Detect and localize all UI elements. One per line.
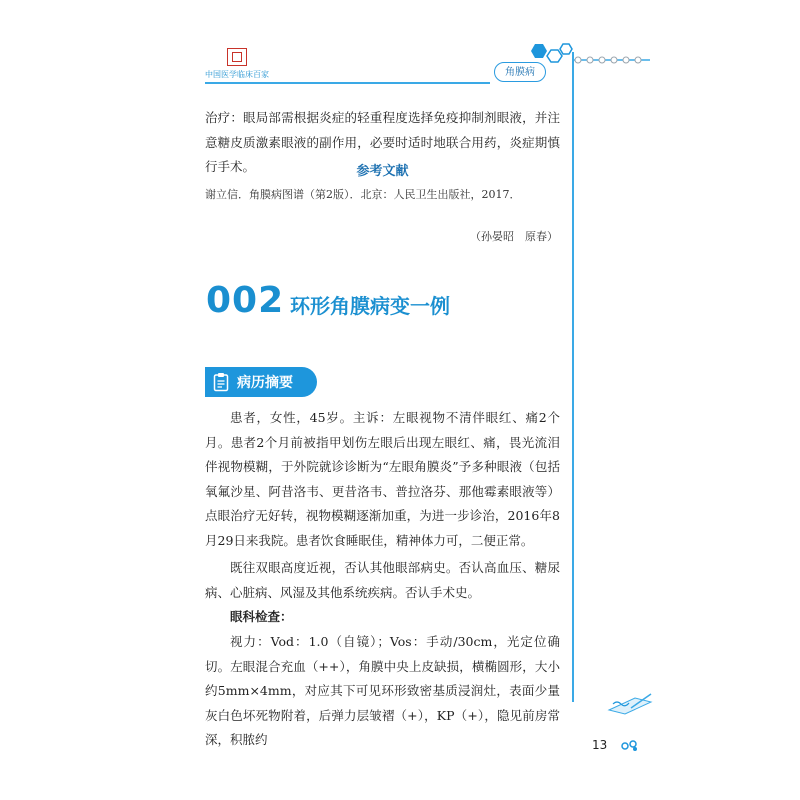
continuation-paragraph: 治疗：眼局部需根据炎症的轻重程度选择免疫抑制剂眼液，并注意糖皮质激素眼液的副作用，必要时适时地联合用药，炎症期慎行手术。 bbox=[205, 110, 560, 174]
reference-item: 谢立信．角膜病图谱（第2版）．北京：人民卫生出版社，2017． bbox=[205, 188, 521, 201]
header-rule bbox=[205, 82, 490, 84]
page-number: 13 bbox=[592, 738, 608, 752]
series-name: 中国医学临床百家 bbox=[205, 70, 269, 79]
clipboard-icon bbox=[213, 372, 229, 392]
side-rule bbox=[572, 52, 574, 702]
binder-dots-decoration bbox=[570, 52, 650, 68]
publisher-logo bbox=[227, 48, 247, 66]
section-label: 病历摘要 bbox=[237, 375, 293, 391]
exam-heading bbox=[205, 605, 560, 630]
case-paragraph-1: 患者，女性，45岁。主诉：左眼视物不清伴眼红、痛2个月。患者2个月前被指甲划伤左眼后出现左眼红、痛，畏光流泪伴视物模糊，于外院就诊诊断为“左眼角膜炎”予多种眼液（包括氧氟沙星、阿昔洛韦、更昔洛韦、普拉洛芬、那他霉素眼液等）点眼治疗无好转，视物模糊逐渐加重，为进一步诊治，2016年8月29日来我院。患者饮食睡眠佳，精神体力可，二便正常。 bbox=[205, 410, 560, 548]
case-number: 002 bbox=[206, 280, 285, 321]
case-paragraph-3: 视力：Vod：1.0（自镜）；Vos：手动/30cm，光定位确切。左眼混合充血（++），角膜中央上皮缺损，横椭圆形，大小约5mm×4mm，对应其下可见环形致密基质浸润灶，表面少量灰白色坏死物附着，后弹力层皱褶（+），KP（+），隐见前房常深，积脓约 bbox=[205, 634, 560, 747]
case-title: 环形角膜病变一例 bbox=[290, 294, 450, 318]
notes-pen-icon bbox=[605, 690, 655, 716]
exam-label: 眼科检查： bbox=[230, 609, 293, 624]
authors-line: （孙晏昭 原春） bbox=[470, 230, 558, 243]
section-tag: 角膜病 bbox=[494, 62, 546, 82]
page-number-ornament-icon bbox=[621, 740, 639, 752]
section-banner bbox=[205, 367, 317, 397]
case-paragraph-2: 既往双眼高度近视，否认其他眼部病史。否认高血压、糖尿病、心脏病、风湿及其他系统疾病。否认手术史。 bbox=[205, 560, 560, 600]
references-heading: 参考文献 bbox=[356, 164, 409, 179]
